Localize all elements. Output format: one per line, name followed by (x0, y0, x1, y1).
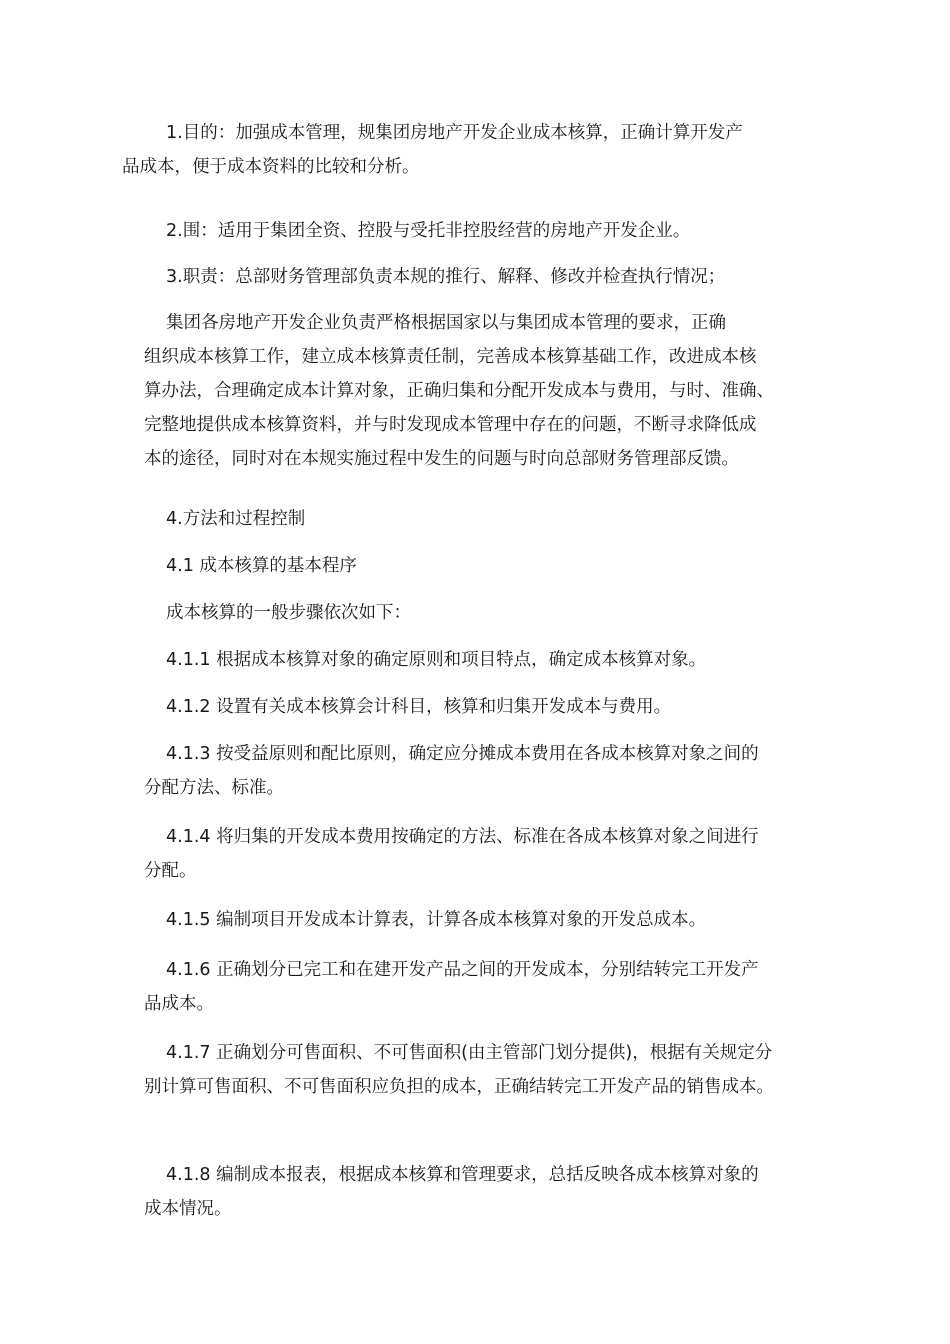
paragraph-line: 成本情况。 (144, 1199, 232, 1219)
heading-basic-procedure (144, 549, 834, 583)
paragraph-steps-intro (144, 596, 834, 630)
paragraph-line: 4.1.1 根据成本核算对象的确定原则和项目特点，确定成本核算对象。 (166, 650, 707, 670)
paragraph-purpose (122, 116, 834, 184)
paragraph-line: 完整地提供成本核算资料，并与时发现成本管理中存在的问题，不断寻求降低成 (144, 415, 757, 435)
paragraph-line: 4.1.7 正确划分可售面积、不可售面积(由主管部门划分提供)，根据有关规定分 (166, 1043, 773, 1063)
paragraph-step-4-1-8 (144, 1158, 834, 1226)
heading-line: 4.方法和过程控制 (166, 509, 306, 529)
paragraph-line: 集团各房地产开发企业负责严格根据国家以与集团成本管理的要求，正确 (166, 313, 726, 333)
heading-line: 4.1 成本核算的基本程序 (166, 556, 357, 576)
paragraph-step-4-1-2 (144, 690, 834, 724)
paragraph-step-4-1-6 (144, 953, 834, 1021)
paragraph-line: 分配方法、标准。 (144, 778, 284, 798)
paragraph-step-4-1-5 (144, 903, 834, 937)
paragraph-line: 3.职责：总部财务管理部负责本规的推行、解释、修改并检查执行情况； (166, 267, 726, 287)
paragraph-line: 4.1.3 按受益原则和配比原则，确定应分摊成本费用在各成本核算对象之间的 (166, 744, 759, 764)
paragraph-line: 算办法，合理确定成本计算对象，正确归集和分配开发成本与费用，与时、准确、 (144, 381, 774, 401)
paragraph-line: 4.1.4 将归集的开发成本费用按确定的方法、标准在各成本核算对象之间进行 (166, 827, 759, 847)
paragraph-line: 品成本，便于成本资料的比较和分析。 (122, 157, 420, 177)
paragraph-line: 本的途径，同时对在本规实施过程中发生的问题与时向总部财务管理部反馈。 (144, 449, 739, 469)
paragraph-step-4-1-4 (144, 820, 834, 888)
paragraph-group-enterprises (144, 306, 834, 476)
paragraph-step-4-1-3 (144, 737, 834, 805)
heading-methods (144, 502, 834, 536)
paragraph-line: 2.围：适用于集团全资、控股与受托非控股经营的房地产开发企业。 (166, 221, 691, 241)
paragraph-line: 4.1.2 设置有关成本核算会计科目，核算和归集开发成本与费用。 (166, 697, 672, 717)
paragraph-line: 4.1.5 编制项目开发成本计算表，计算各成本核算对象的开发总成本。 (166, 910, 707, 930)
paragraph-line: 成本核算的一般步骤依次如下： (166, 603, 411, 623)
paragraph-line: 别计算可售面积、不可售面积应负担的成本，正确结转完工开发产品的销售成本。 (144, 1077, 774, 1097)
paragraph-responsibilities (144, 260, 834, 294)
paragraph-step-4-1-7 (144, 1036, 834, 1104)
paragraph-line: 1.目的：加强成本管理，规集团房地产开发企业成本核算，正确计算开发产 (166, 123, 743, 143)
paragraph-line: 组织成本核算工作，建立成本核算责任制，完善成本核算基础工作，改进成本核 (144, 347, 757, 367)
paragraph-step-4-1-1 (144, 643, 834, 677)
paragraph-line: 4.1.8 编制成本报表，根据成本核算和管理要求，总括反映各成本核算对象的 (166, 1165, 759, 1185)
paragraph-line: 品成本。 (144, 994, 214, 1014)
paragraph-line: 分配。 (144, 861, 197, 881)
paragraph-line: 4.1.6 正确划分已完工和在建开发产品之间的开发成本，分别结转完工开发产 (166, 960, 759, 980)
paragraph-scope (144, 214, 834, 248)
